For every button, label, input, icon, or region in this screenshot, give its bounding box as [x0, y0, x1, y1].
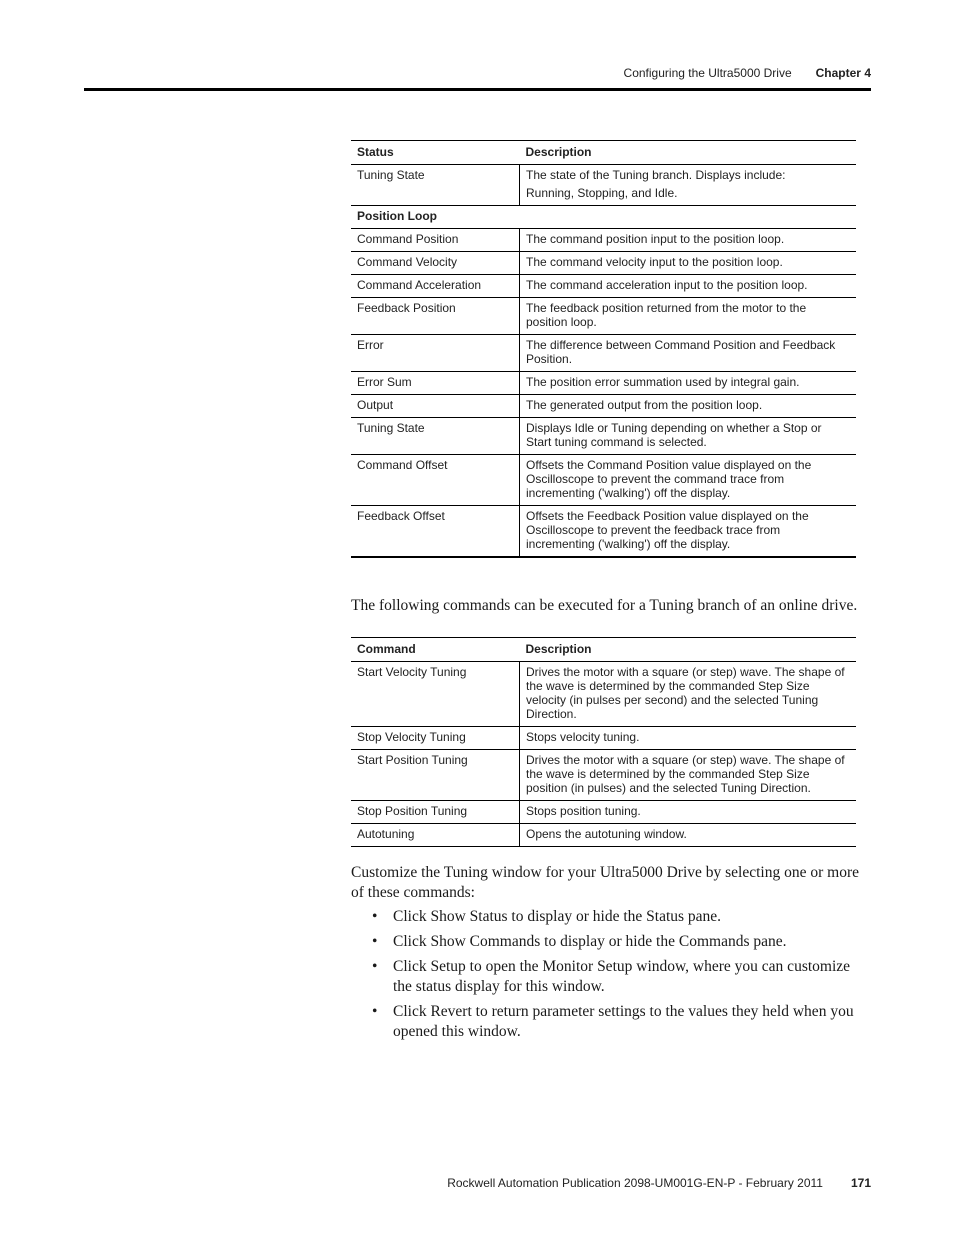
- list-item-text: Click Revert to return parameter settings to the values they held when you opened this window.: [393, 1003, 854, 1040]
- status-name: Feedback Offset: [351, 506, 520, 558]
- column-header: Description: [520, 141, 857, 165]
- status-description: The position error summation used by integral gain.: [520, 372, 857, 395]
- status-description: The difference between Command Position and Feedback Position.: [520, 335, 857, 372]
- page-header: [624, 66, 871, 80]
- header-chapter: Chapter 4: [815, 66, 871, 80]
- list-item: [372, 957, 872, 997]
- status-description: Offsets the Command Position value displayed on the Oscilloscope to prevent the command trace from incrementing ('walking') off the display.: [520, 455, 857, 506]
- command-description: Stops velocity tuning.: [520, 727, 857, 750]
- list-item: [372, 932, 872, 952]
- status-name: Output: [351, 395, 520, 418]
- command-description: Stops position tuning.: [520, 801, 857, 824]
- command-description: Drives the motor with a square (or step) wave. The shape of the wave is determined by the commanded Step Size position (in pulses) and the selected Tuning Direction.: [520, 750, 857, 801]
- table-header-row: [351, 141, 856, 165]
- table-row: [351, 662, 856, 727]
- status-name: Feedback Position: [351, 298, 520, 335]
- table-row: [351, 229, 856, 252]
- status-description: The command position input to the position loop.: [520, 229, 857, 252]
- list-item: [372, 1002, 872, 1042]
- status-table: [351, 140, 856, 558]
- status-description: Displays Idle or Tuning depending on whether a Stop or Start tuning command is selected.: [520, 418, 857, 455]
- table-header-row: [351, 638, 856, 662]
- table-row: [351, 335, 856, 372]
- command-name: Autotuning: [351, 824, 520, 847]
- list-item-text: Click Show Commands to display or hide the Commands pane.: [393, 933, 787, 950]
- status-description: [520, 165, 857, 206]
- table-row: [351, 275, 856, 298]
- command-description: Drives the motor with a square (or step) wave. The shape of the wave is determined by the commanded Step Size velocity (in pulses per second) and the selected Tuning Direction.: [520, 662, 857, 727]
- command-description: Opens the autotuning window.: [520, 824, 857, 847]
- list-item: [372, 907, 872, 927]
- footer-publication: Rockwell Automation Publication 2098-UM001G-EN-P - February 2011: [447, 1176, 823, 1190]
- column-header: Description: [520, 638, 857, 662]
- table-row: [351, 252, 856, 275]
- status-name: Error Sum: [351, 372, 520, 395]
- status-description: The command acceleration input to the position loop.: [520, 275, 857, 298]
- header-section-title: Configuring the Ultra5000 Drive: [623, 66, 792, 80]
- column-header: Status: [351, 141, 520, 165]
- status-name: Command Position: [351, 229, 520, 252]
- page-footer: [447, 1176, 871, 1190]
- table-row: [351, 298, 856, 335]
- command-bullet-list: [372, 907, 872, 1047]
- table-row: [351, 372, 856, 395]
- command-table: [351, 637, 856, 847]
- status-name: Error: [351, 335, 520, 372]
- status-description: Offsets the Feedback Position value displayed on the Oscilloscope to prevent the feedback trace from incrementing ('walking') off the display.: [520, 506, 857, 558]
- table-row: [351, 750, 856, 801]
- header-rule: [84, 88, 871, 91]
- list-item-text: Click Setup to open the Monitor Setup window, where you can customize the status display for this window.: [393, 958, 851, 995]
- bullet-icon: •: [372, 908, 378, 925]
- status-description-line: The state of the Tuning branch. Displays include:: [526, 168, 786, 182]
- table-row: [351, 506, 856, 558]
- list-item-text: Click Show Status to display or hide the Status pane.: [393, 908, 722, 925]
- section-label: Position Loop: [351, 206, 856, 229]
- section-row: [351, 206, 856, 229]
- status-name: Command Velocity: [351, 252, 520, 275]
- status-name: Tuning State: [351, 418, 520, 455]
- status-name: Tuning State: [351, 165, 520, 206]
- command-name: Start Position Tuning: [351, 750, 520, 801]
- status-name: Command Offset: [351, 455, 520, 506]
- table-row: [351, 824, 856, 847]
- status-name: Command Acceleration: [351, 275, 520, 298]
- page-number: 171: [850, 1176, 871, 1190]
- status-description: The command velocity input to the position loop.: [520, 252, 857, 275]
- table-row: [351, 418, 856, 455]
- customize-paragraph: Customize the Tuning window for your Ultra5000 Drive by selecting one or more of these commands:: [351, 864, 859, 901]
- bullet-icon: •: [372, 958, 378, 975]
- status-description-line: Running, Stopping, and Idle.: [526, 186, 678, 200]
- command-name: Start Velocity Tuning: [351, 662, 520, 727]
- table-row: [351, 395, 856, 418]
- command-name: Stop Velocity Tuning: [351, 727, 520, 750]
- status-description: The feedback position returned from the motor to the position loop.: [520, 298, 857, 335]
- table-row: [351, 801, 856, 824]
- table-row: [351, 455, 856, 506]
- bullet-icon: •: [372, 1003, 378, 1020]
- intro-paragraph: The following commands can be executed for a Tuning branch of an online drive.: [351, 597, 858, 614]
- table-row: [351, 165, 856, 206]
- column-header: Command: [351, 638, 520, 662]
- status-description: The generated output from the position loop.: [520, 395, 857, 418]
- table-row: [351, 727, 856, 750]
- bullet-icon: •: [372, 933, 378, 950]
- command-name: Stop Position Tuning: [351, 801, 520, 824]
